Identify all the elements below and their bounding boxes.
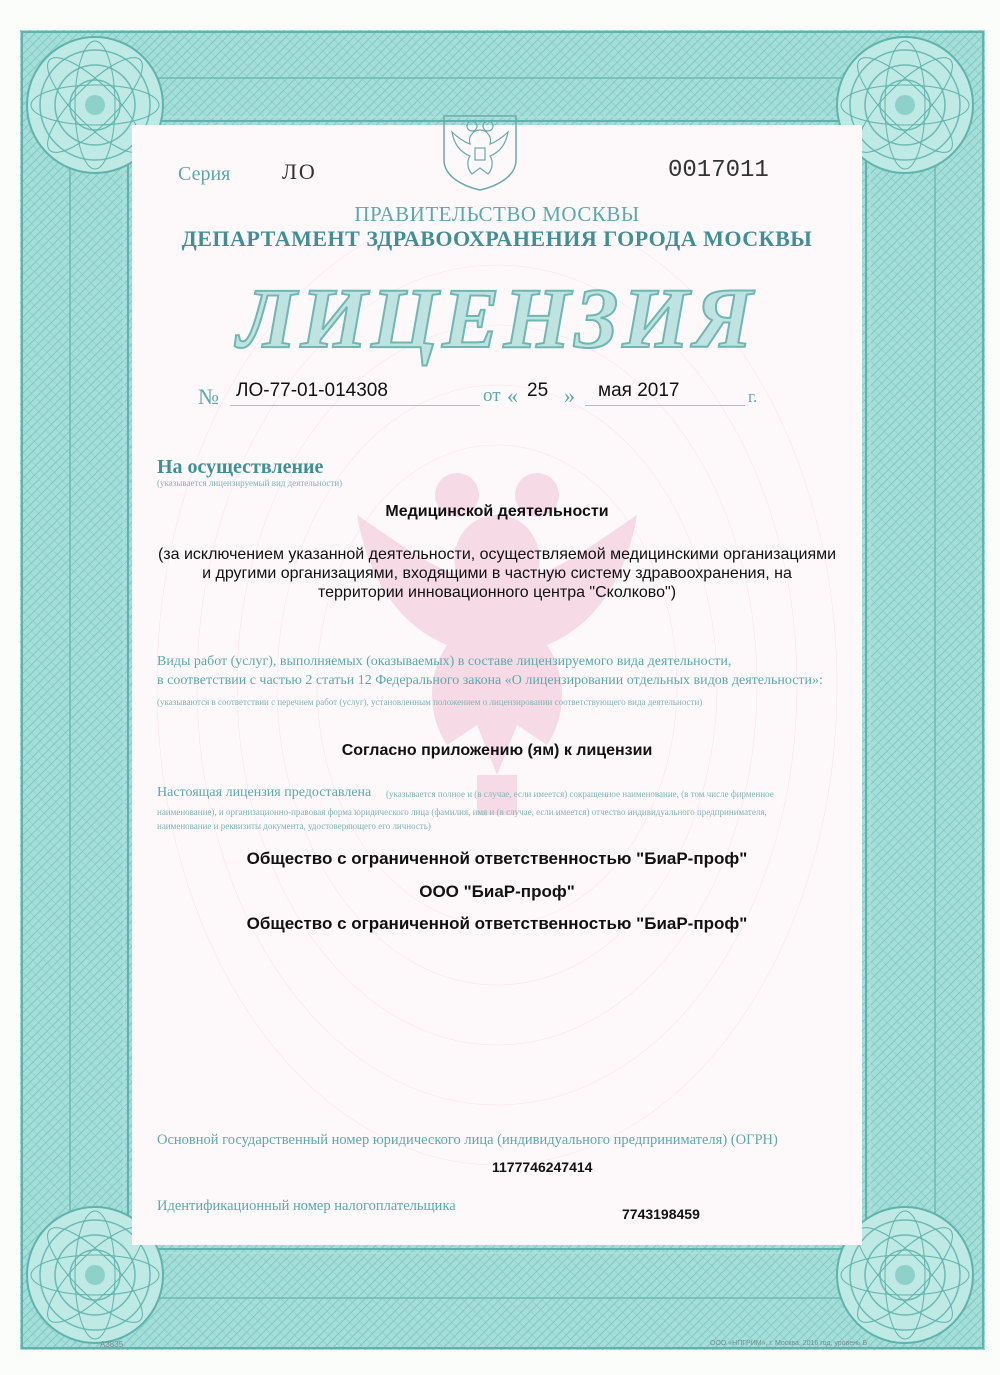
grantee-hint-2 <box>157 805 837 833</box>
series-value: ЛО <box>282 159 317 184</box>
year-suffix: г. <box>748 387 758 406</box>
exception-line-2: и другими организациями, входящими в частную систему здравоохранения, на <box>202 565 792 582</box>
grantee-short-name: ООО "БиаР-проф" <box>419 882 575 901</box>
serial-number: 0017011 <box>668 157 769 184</box>
license-day: 25 <box>527 380 549 401</box>
license-number: ЛО-77-01-014308 <box>236 380 388 401</box>
works-hint: (указываются в соответствии с перечнем работ (услуг), установленным положением о лицензировании соответствующего вида деятельности) <box>157 697 703 707</box>
works-value: Согласно приложению (ям) к лицензии <box>341 742 653 759</box>
form-code: А3835 <box>100 1340 124 1349</box>
from-label: от <box>483 385 501 406</box>
printer-info: ООО «НПГРИМ», г. Москва, 2016 год, уровень Б <box>710 1340 868 1347</box>
activity-hint: (указывается лицензируемый вид деятельности) <box>157 478 343 488</box>
license-number-underline <box>230 405 480 406</box>
activity-exception <box>132 545 862 602</box>
department-title: ДЕПАРТАМЕНТ ЗДРАВООХРАНЕНИЯ ГОРОДА МОСКВЫ <box>181 226 813 251</box>
exception-line-1: (за исключением указанной деятельности, осуществляемой медицинскими организациями <box>157 546 837 563</box>
grantee-hint-line-2: наименование), и организационно-правовая форма юридического лица (фамилия, имя и (в случае, если имеется) отчество индивидуального предпринимателя, <box>157 807 767 817</box>
grantee-hint-line-3: наименование и реквизиты документа, удостоверяющего его личность) <box>157 821 431 831</box>
grantee-label: Настоящая лицензия предоставлена <box>157 785 372 800</box>
quote-close: » <box>564 383 575 408</box>
works-line-2: в соответствии с частью 2 статьи 12 Федерального закона «О лицензировании отдельных видов деятельности»: <box>157 673 823 688</box>
coat-of-arms-icon <box>440 112 520 192</box>
works-description <box>157 652 837 690</box>
exception-line-3: территории инновационного центра "Сколково") <box>317 584 677 601</box>
number-sign: № <box>198 384 219 409</box>
series-label: Серия <box>178 163 231 185</box>
ogrn-value: 1177746247414 <box>492 1159 593 1175</box>
ogrn-label: Основной государственный номер юридического лица (индивидуального предпринимателя) (ОГРН) <box>157 1132 778 1148</box>
activity-name: Медицинской деятельности <box>385 503 609 520</box>
page-title: ЛИЦЕНЗИЯ <box>237 270 757 366</box>
quote-open: « <box>507 383 518 408</box>
inn-label: Идентификационный номер налогоплательщика <box>157 1198 456 1214</box>
date-underline <box>585 405 745 406</box>
activity-label: На осуществление <box>157 456 324 478</box>
license-month-year: мая 2017 <box>598 380 680 401</box>
inn-value: 7743198459 <box>622 1206 700 1222</box>
grantee-firm-name: Общество с ограниченной ответственностью "БиаР-проф" <box>246 914 748 933</box>
government-title: ПРАВИТЕЛЬСТВО МОСКВЫ <box>354 202 640 226</box>
works-line-1: Виды работ (услуг), выполняемых (оказываемых) в составе лицензируемого вида деятельности, <box>157 654 732 669</box>
grantee-hint-1: (указывается полное и (в случае, если имеется) сокращенное наименование, (в том числе фирменное <box>386 789 774 799</box>
grantee-full-name: Общество с ограниченной ответственностью "БиаР-проф" <box>246 849 748 868</box>
